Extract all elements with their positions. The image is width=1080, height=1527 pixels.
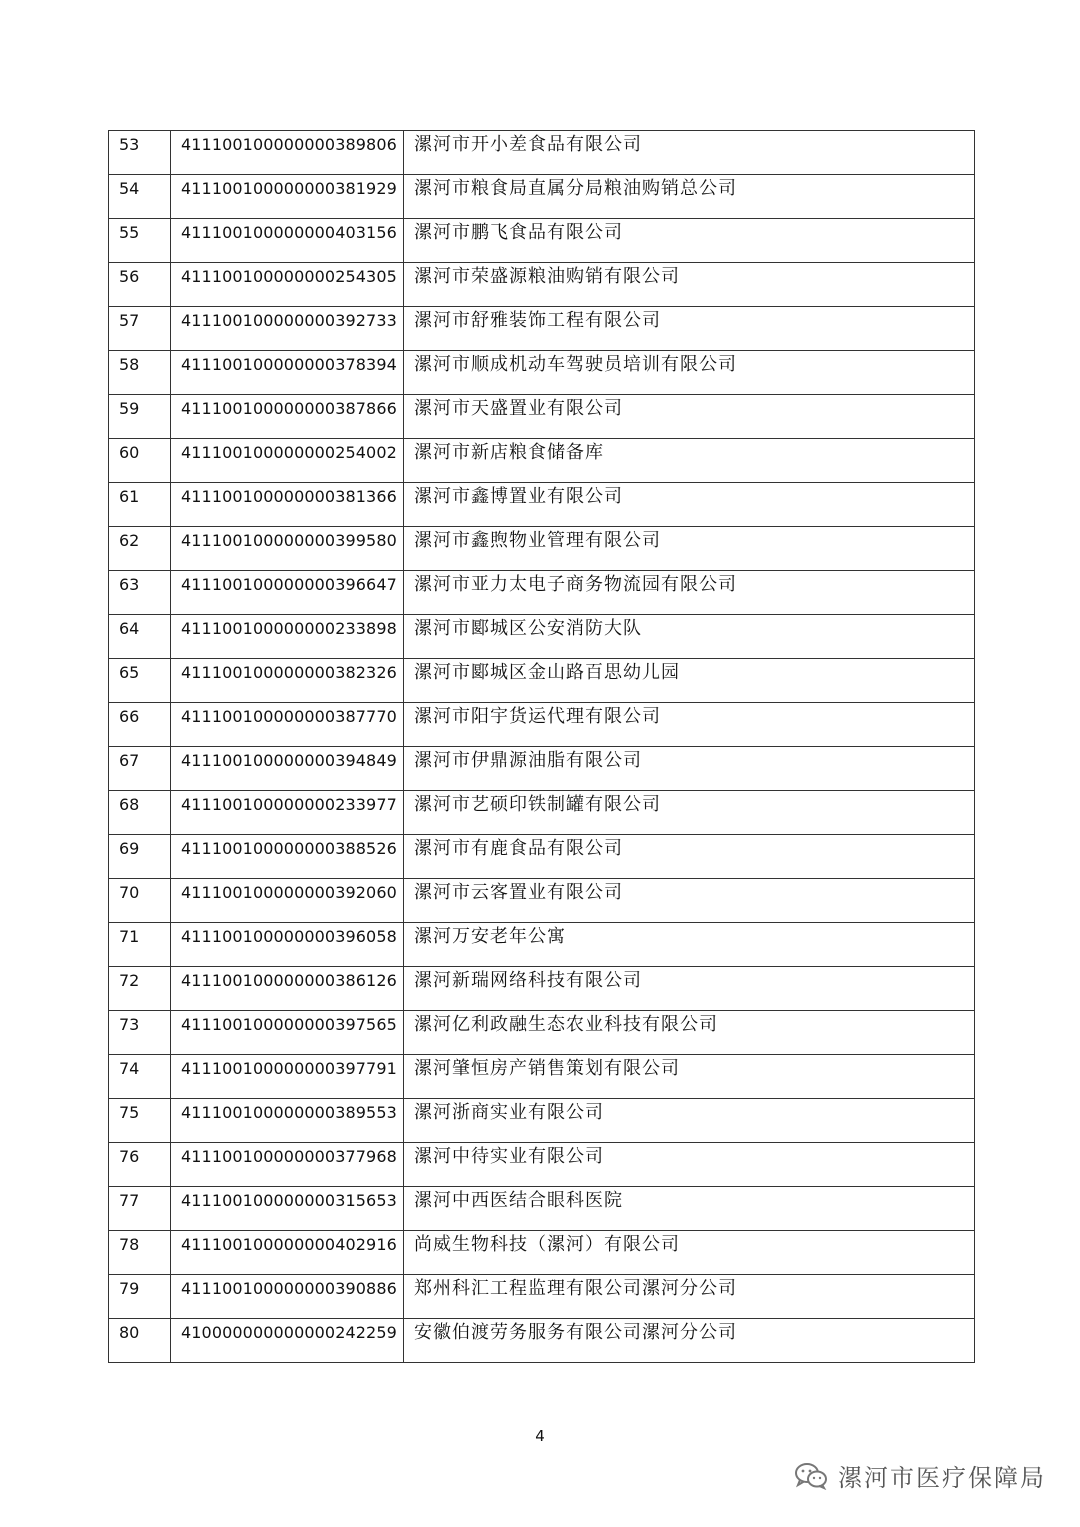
row-company-name: 漯河亿利政融生态农业科技有限公司 <box>414 1014 718 1035</box>
row-company-name-cell <box>404 439 975 483</box>
row-company-name-cell <box>404 1275 975 1319</box>
row-company-name: 漯河市舒雅装饰工程有限公司 <box>414 310 661 331</box>
row-code-cell <box>171 571 404 615</box>
row-company-name: 漯河浙商实业有限公司 <box>414 1102 604 1123</box>
row-company-name: 漯河市阳宇货运代理有限公司 <box>414 706 661 727</box>
row-code: 411100100000000233898 <box>181 619 397 638</box>
row-code: 411100100000000392733 <box>181 311 397 330</box>
row-index-cell <box>109 747 171 791</box>
row-index: 71 <box>119 927 140 946</box>
row-index: 63 <box>119 575 140 594</box>
row-company-name: 漯河市粮食局直属分局粮油购销总公司 <box>414 178 737 199</box>
table-row <box>109 307 975 351</box>
row-code: 411100100000000390886 <box>181 1279 397 1298</box>
table-row <box>109 835 975 879</box>
table-row <box>109 483 975 527</box>
row-company-name: 漯河市鑫博置业有限公司 <box>414 486 623 507</box>
row-index: 67 <box>119 751 140 770</box>
table-row <box>109 175 975 219</box>
row-code-cell <box>171 967 404 1011</box>
row-code-cell <box>171 307 404 351</box>
row-code: 411100100000000403156 <box>181 223 397 242</box>
row-company-name: 漯河市开小差食品有限公司 <box>414 134 642 155</box>
row-code-cell <box>171 527 404 571</box>
row-code-cell <box>171 615 404 659</box>
row-index: 54 <box>119 179 140 198</box>
row-code-cell <box>171 791 404 835</box>
table-row <box>109 1275 975 1319</box>
row-index-cell <box>109 1187 171 1231</box>
row-company-name-cell <box>404 1055 975 1099</box>
row-index-cell <box>109 1275 171 1319</box>
row-code-cell <box>171 923 404 967</box>
row-company-name-cell <box>404 1011 975 1055</box>
row-index-cell <box>109 263 171 307</box>
row-code-cell <box>171 659 404 703</box>
row-index: 59 <box>119 399 140 418</box>
row-index: 68 <box>119 795 140 814</box>
row-index-cell <box>109 131 171 175</box>
row-index-cell <box>109 1231 171 1275</box>
row-company-name: 漯河市伊鼎源油脂有限公司 <box>414 750 642 771</box>
row-company-name-cell <box>404 923 975 967</box>
table-row <box>109 1099 975 1143</box>
row-code: 411100100000000233977 <box>181 795 397 814</box>
table-row <box>109 747 975 791</box>
row-index-cell <box>109 175 171 219</box>
row-index-cell <box>109 923 171 967</box>
row-code: 411100100000000388526 <box>181 839 397 858</box>
row-company-name: 漯河市顺成机动车驾驶员培训有限公司 <box>414 354 737 375</box>
row-index-cell <box>109 395 171 439</box>
row-index-cell <box>109 659 171 703</box>
table-row <box>109 1143 975 1187</box>
row-company-name: 漯河万安老年公寓 <box>414 926 566 947</box>
row-index: 78 <box>119 1235 140 1254</box>
page-number: 4 <box>535 1427 545 1445</box>
row-code-cell <box>171 1143 404 1187</box>
row-index-cell <box>109 527 171 571</box>
row-code: 411100100000000389806 <box>181 135 397 154</box>
row-company-name-cell <box>404 395 975 439</box>
row-index-cell <box>109 219 171 263</box>
table-row <box>109 879 975 923</box>
row-index-cell <box>109 351 171 395</box>
row-company-name-cell <box>404 747 975 791</box>
row-index-cell <box>109 791 171 835</box>
row-company-name: 漯河市有鹿食品有限公司 <box>414 838 623 859</box>
row-company-name: 漯河市新店粮食储备库 <box>414 442 604 463</box>
row-index-cell <box>109 1055 171 1099</box>
row-index-cell <box>109 307 171 351</box>
row-code: 410000000000000242259 <box>181 1323 397 1342</box>
row-index-cell <box>109 1099 171 1143</box>
row-code: 411100100000000315653 <box>181 1191 397 1210</box>
row-index: 79 <box>119 1279 140 1298</box>
table-row <box>109 659 975 703</box>
row-company-name-cell <box>404 483 975 527</box>
row-code-cell <box>171 1187 404 1231</box>
table-body <box>109 131 975 1363</box>
row-index: 62 <box>119 531 140 550</box>
row-index-cell <box>109 879 171 923</box>
row-company-name-cell <box>404 1231 975 1275</box>
row-code: 411100100000000381366 <box>181 487 397 506</box>
row-company-name: 漯河市鹏飞食品有限公司 <box>414 222 623 243</box>
row-code: 411100100000000386126 <box>181 971 397 990</box>
row-index: 70 <box>119 883 140 902</box>
row-index: 80 <box>119 1323 140 1342</box>
row-company-name: 漯河肇恒房产销售策划有限公司 <box>414 1058 680 1079</box>
table-row <box>109 263 975 307</box>
row-index: 53 <box>119 135 140 154</box>
row-index: 73 <box>119 1015 140 1034</box>
table-row <box>109 791 975 835</box>
row-code-cell <box>171 175 404 219</box>
row-index-cell <box>109 1143 171 1187</box>
row-code-cell <box>171 439 404 483</box>
row-company-name-cell <box>404 131 975 175</box>
table-row <box>109 923 975 967</box>
row-code: 411100100000000402916 <box>181 1235 397 1254</box>
row-company-name-cell <box>404 1143 975 1187</box>
row-index: 66 <box>119 707 140 726</box>
row-company-name-cell <box>404 703 975 747</box>
row-index-cell <box>109 967 171 1011</box>
row-company-name-cell <box>404 879 975 923</box>
wechat-icon <box>794 1462 828 1490</box>
row-code-cell <box>171 483 404 527</box>
row-code: 411100100000000396058 <box>181 927 397 946</box>
row-index-cell <box>109 483 171 527</box>
row-code: 411100100000000378394 <box>181 355 397 374</box>
enterprise-list-table <box>108 130 975 1363</box>
watermark-text: 漯河市医疗保障局 <box>838 1464 1046 1492</box>
row-index: 60 <box>119 443 140 462</box>
row-code: 411100100000000389553 <box>181 1103 397 1122</box>
table-row <box>109 615 975 659</box>
watermark <box>794 1458 1046 1493</box>
row-index-cell <box>109 1319 171 1363</box>
row-index-cell <box>109 615 171 659</box>
row-index: 56 <box>119 267 140 286</box>
row-code: 411100100000000381929 <box>181 179 397 198</box>
row-company-name: 漯河市鑫煦物业管理有限公司 <box>414 530 661 551</box>
table-row <box>109 351 975 395</box>
table-row <box>109 1187 975 1231</box>
row-index-cell <box>109 571 171 615</box>
row-index-cell <box>109 835 171 879</box>
table-row <box>109 1011 975 1055</box>
table-row <box>109 219 975 263</box>
row-code-cell <box>171 1231 404 1275</box>
row-index-cell <box>109 1011 171 1055</box>
row-code: 411100100000000399580 <box>181 531 397 550</box>
row-code-cell <box>171 1011 404 1055</box>
row-company-name-cell <box>404 615 975 659</box>
row-company-name: 漯河新瑞网络科技有限公司 <box>414 970 642 991</box>
row-code-cell <box>171 1055 404 1099</box>
row-code-cell <box>171 219 404 263</box>
row-company-name-cell <box>404 307 975 351</box>
row-code: 411100100000000382326 <box>181 663 397 682</box>
row-company-name-cell <box>404 1099 975 1143</box>
row-code: 411100100000000396647 <box>181 575 397 594</box>
row-company-name: 漯河市荣盛源粮油购销有限公司 <box>414 266 680 287</box>
row-code: 411100100000000254305 <box>181 267 397 286</box>
row-company-name-cell <box>404 1319 975 1363</box>
row-code-cell <box>171 131 404 175</box>
row-code: 411100100000000394849 <box>181 751 397 770</box>
row-index-cell <box>109 439 171 483</box>
row-index: 65 <box>119 663 140 682</box>
row-company-name-cell <box>404 571 975 615</box>
row-company-name-cell <box>404 1187 975 1231</box>
row-company-name: 漯河中待实业有限公司 <box>414 1146 604 1167</box>
row-index: 75 <box>119 1103 140 1122</box>
row-code-cell <box>171 1099 404 1143</box>
row-code: 411100100000000387866 <box>181 399 397 418</box>
row-code-cell <box>171 747 404 791</box>
table-row <box>109 395 975 439</box>
row-code-cell <box>171 835 404 879</box>
table-row <box>109 1055 975 1099</box>
row-company-name: 安徽伯渡劳务服务有限公司漯河分公司 <box>414 1322 737 1343</box>
row-index: 57 <box>119 311 140 330</box>
row-company-name: 尚威生物科技（漯河）有限公司 <box>414 1234 680 1255</box>
row-index: 55 <box>119 223 140 242</box>
row-index-cell <box>109 703 171 747</box>
row-code-cell <box>171 263 404 307</box>
row-index: 69 <box>119 839 140 858</box>
row-code: 411100100000000397565 <box>181 1015 397 1034</box>
table-row <box>109 1231 975 1275</box>
table-row <box>109 967 975 1011</box>
row-code-cell <box>171 1275 404 1319</box>
row-company-name: 漯河市艺硕印铁制罐有限公司 <box>414 794 661 815</box>
row-company-name: 郑州科汇工程监理有限公司漯河分公司 <box>414 1278 737 1299</box>
row-company-name-cell <box>404 263 975 307</box>
row-index: 58 <box>119 355 140 374</box>
table-row <box>109 703 975 747</box>
row-code-cell <box>171 395 404 439</box>
row-code: 411100100000000387770 <box>181 707 397 726</box>
row-code: 411100100000000377968 <box>181 1147 397 1166</box>
row-code: 411100100000000254002 <box>181 443 397 462</box>
row-company-name-cell <box>404 791 975 835</box>
row-code: 411100100000000397791 <box>181 1059 397 1078</box>
row-company-name-cell <box>404 351 975 395</box>
row-index: 64 <box>119 619 140 638</box>
row-company-name-cell <box>404 527 975 571</box>
row-company-name: 漯河中西医结合眼科医院 <box>414 1190 623 1211</box>
row-index: 77 <box>119 1191 140 1210</box>
row-index: 76 <box>119 1147 140 1166</box>
row-company-name: 漯河市天盛置业有限公司 <box>414 398 623 419</box>
table-row <box>109 527 975 571</box>
row-company-name: 漯河市亚力太电子商务物流园有限公司 <box>414 574 737 595</box>
table-row <box>109 1319 975 1363</box>
row-company-name: 漯河市云客置业有限公司 <box>414 882 623 903</box>
row-company-name-cell <box>404 659 975 703</box>
row-company-name-cell <box>404 219 975 263</box>
table-row <box>109 131 975 175</box>
row-code-cell <box>171 879 404 923</box>
row-code-cell <box>171 1319 404 1363</box>
row-index: 61 <box>119 487 140 506</box>
row-company-name-cell <box>404 835 975 879</box>
row-code-cell <box>171 703 404 747</box>
row-company-name-cell <box>404 967 975 1011</box>
table-row <box>109 571 975 615</box>
row-index: 72 <box>119 971 140 990</box>
row-company-name: 漯河市郾城区金山路百思幼儿园 <box>414 662 680 683</box>
row-company-name: 漯河市郾城区公安消防大队 <box>414 618 642 639</box>
table-row <box>109 439 975 483</box>
row-code: 411100100000000392060 <box>181 883 397 902</box>
row-code-cell <box>171 351 404 395</box>
row-company-name-cell <box>404 175 975 219</box>
row-index: 74 <box>119 1059 140 1078</box>
